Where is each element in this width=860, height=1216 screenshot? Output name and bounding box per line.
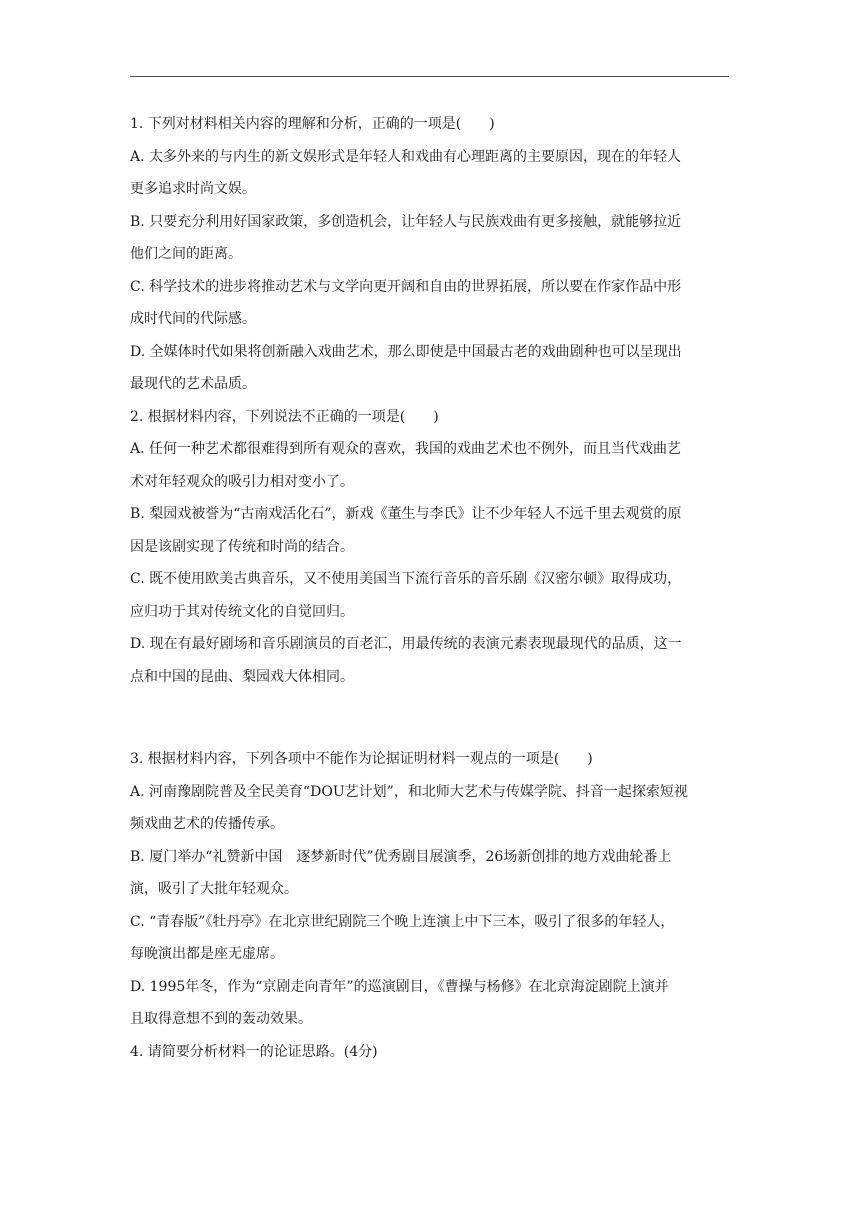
header-rule <box>130 76 729 77</box>
option-line: D. 1995年冬，作为“京剧走向青年”的巡演剧目，《曹操与杨修》在北京海淀剧院上演并 <box>130 978 669 995</box>
option-line: C. 既不使用欧美古典音乐，又不使用美国当下流行音乐的音乐剧《汉密尔顿》取得成功， <box>130 571 682 587</box>
option-line: 点和中国的昆曲、梨园戏大体相同。 <box>130 668 354 685</box>
question-3-option-c <box>130 906 730 971</box>
option-line: 最现代的艺术品质。 <box>130 376 256 392</box>
question-2-stem: 2. 根据材料内容，下列说法不正确的一项是( ) <box>130 408 439 425</box>
option-line: C. “青春版”《牡丹亭》在北京世纪剧院三个晚上连演上中下三本，吸引了很多的年轻人， <box>130 913 675 930</box>
question-1-option-d <box>130 336 730 401</box>
option-line: 因是该剧实现了传统和时尚的结合。 <box>130 538 354 555</box>
question-2-option-d <box>130 628 730 693</box>
question-2-option-c <box>130 563 730 628</box>
option-line: 更多追求时尚文娱。 <box>130 181 256 197</box>
option-line: A. 太多外来的与内生的新文娱形式是年轻人和戏曲有心理距离的主要原因，现在的年轻人 <box>130 148 682 165</box>
option-line: C. 科学技术的进步将推动艺术与文学向更开阔和自由的世界拓展，所以要在作家作品中形 <box>130 278 682 295</box>
section-gap <box>130 693 730 743</box>
option-line: D. 现在有最好剧场和音乐剧演员的百老汇，用最传统的表演元素表现最现代的品质，这一 <box>130 636 682 652</box>
question-1-option-b <box>130 206 730 271</box>
option-line: 成时代间的代际感。 <box>130 311 256 327</box>
option-line: B. 梨园戏被誉为“古南戏活化石”，新戏《董生与李氏》让不少年轻人不远千里去观赏的原 <box>130 506 682 522</box>
question-content <box>130 108 730 1068</box>
option-line: D. 全媒体时代如果将创新融入戏曲艺术，那么即使是中国最古老的戏曲剧种也可以呈现出 <box>130 343 682 360</box>
question-1-option-c <box>130 271 730 336</box>
question-3-option-b <box>130 841 730 906</box>
option-line: A. 任何一种艺术都很难得到所有观众的喜欢，我国的戏曲艺术也不例外，而且当代戏曲艺 <box>130 441 682 457</box>
question-1 <box>130 108 730 401</box>
question-3-option-a <box>130 776 730 841</box>
question-3-stem: 3. 根据材料内容，下列各项中不能作为论据证明材料一观点的一项是( ) <box>130 751 593 767</box>
question-1-option-a <box>130 141 730 206</box>
option-line: 术对年轻观众的吸引力相对变小了。 <box>130 473 354 490</box>
option-line: 演，吸引了大批年轻观众。 <box>130 881 298 897</box>
option-line: 应归功于其对传统文化的自觉回归。 <box>130 603 354 620</box>
option-line: 每晚演出都是座无虚席。 <box>130 946 284 962</box>
question-1-stem: 1. 下列对材料相关内容的理解和分析，正确的一项是( ) <box>130 116 495 132</box>
option-line: B. 厦门举办“礼赞新中国 逐梦新时代”优秀剧目展演季，26场新创排的地方戏曲轮番上 <box>130 848 672 865</box>
question-2-option-b <box>130 498 730 563</box>
question-2-option-a <box>130 433 730 498</box>
option-line: 他们之间的距离。 <box>130 246 242 262</box>
option-line: B. 只要充分利用好国家政策，多创造机会，让年轻人与民族戏曲有更多接触，就能够拉近 <box>130 213 682 230</box>
question-2 <box>130 401 730 694</box>
option-line: 且取得意想不到的轰动效果。 <box>130 1011 312 1027</box>
question-3 <box>130 743 730 1036</box>
option-line: A. 河南豫剧院普及全民美育“DOU艺计划”，和北师大艺术与传媒学院、抖音一起探索短视 <box>130 783 688 800</box>
question-4-stem: 4. 请简要分析材料一的论证思路。(4分) <box>130 1043 378 1060</box>
option-line: 频戏曲艺术的传播传承。 <box>130 816 284 832</box>
question-3-option-d <box>130 971 730 1036</box>
question-4 <box>130 1036 730 1069</box>
